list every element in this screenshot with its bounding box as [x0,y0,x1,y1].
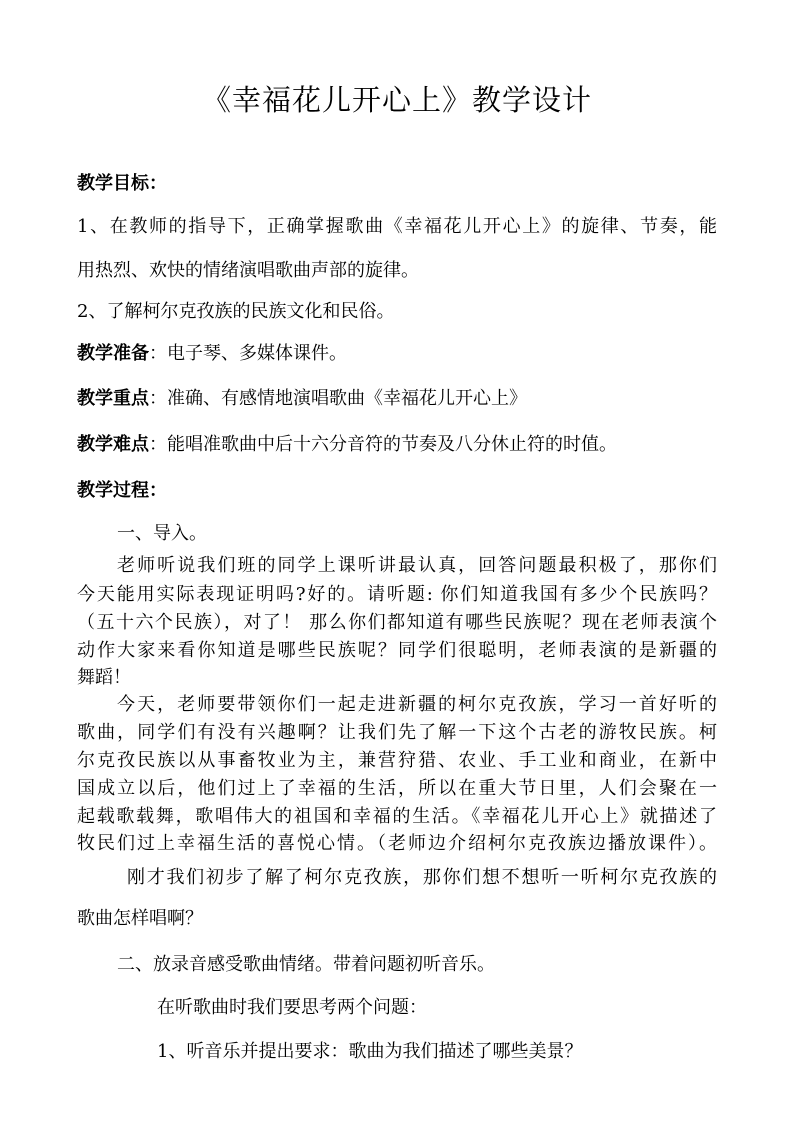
section-2-intro: 在听歌曲时我们要思考两个问题： [157,997,427,1018]
objective-1-line-2: 用热烈、欢快的情绪演唱歌曲声部的旋律。 [77,260,419,281]
para2-line: 尔克孜民族以从事畜牧业为主，兼营狩猎、农业、手工业和商业，在新中 [77,750,717,771]
key-points-label: 教学重点 [77,388,149,409]
difficulties-line [77,430,717,456]
section-2-question-1: 1、听音乐并提出要求：歌曲为我们描述了哪些美景？ [157,1041,583,1062]
para3-line: 歌曲怎样唱啊？ [77,908,203,929]
section-2-heading: 二、放录音感受歌曲情绪。带着问题初听音乐。 [117,954,495,975]
document-title: 《幸福花儿开心上》教学设计 [201,83,592,117]
para1-line: 今天能用实际表现证明吗?好的。请听题: 你们知道我国有多少个民族吗？ [77,584,717,605]
objectives-heading: 教学目标： [77,173,167,194]
para2-line: 起载歌载舞，歌唱伟大的祖国和幸福的生活。《幸福花儿开心上》就描述了 [77,806,717,827]
objective-2: 2、了解柯尔克孜族的民族文化和民俗。 [77,301,395,322]
preparation-label: 教学准备 [77,343,149,364]
process-heading: 教学过程： [77,480,167,501]
para2-line: 国成立以后，他们过上了幸福的生活，所以在重大节日里，人们会聚在一 [77,778,717,799]
para3-line: 刚才我们初步了解了柯尔克孜族，那你们想不想听一听柯尔克孜族的 [127,867,717,888]
para1-line: 舞蹈！ [77,667,131,688]
preparation-text: ：电子琴、多媒体课件。 [149,343,347,364]
key-points-line [77,384,717,410]
para2-line: 歌曲，同学们有没有兴趣啊？让我们先了解一下这个古老的游牧民族。柯 [77,722,717,743]
para1-line: （五十六个民族），对了！ 那么你们都知道有哪些民族呢？现在老师表演个 [77,612,717,633]
difficulties-label: 教学难点 [77,434,149,455]
key-points-text: ：准确、有感情地演唱歌曲《幸福花儿开心上》 [149,388,527,409]
objective-1-line-1: 1、在教师的指导下，正确掌握歌曲《幸福花儿开心上》的旋律、节奏，能 [77,216,717,237]
para1-line: 动作大家来看你知道是哪些民族呢？同学们很聪明，老师表演的是新疆的 [77,640,717,661]
para1-line: 老师听说我们班的同学上课听讲最认真，回答问题最积极了，那你们 [117,555,717,576]
difficulties-text: ：能唱准歌曲中后十六分音符的节奏及八分休止符的时值。 [149,434,617,455]
para2-line: 牧民们过上幸福生活的喜悦心情。（老师边介绍柯尔克孜族边播放课件）。 [77,833,717,854]
section-1-heading: 一、导入。 [117,523,207,544]
para2-line: 今天，老师要带领你们一起走进新疆的柯尔克孜族，学习一首好听的 [117,694,717,715]
preparation-line [77,339,717,365]
